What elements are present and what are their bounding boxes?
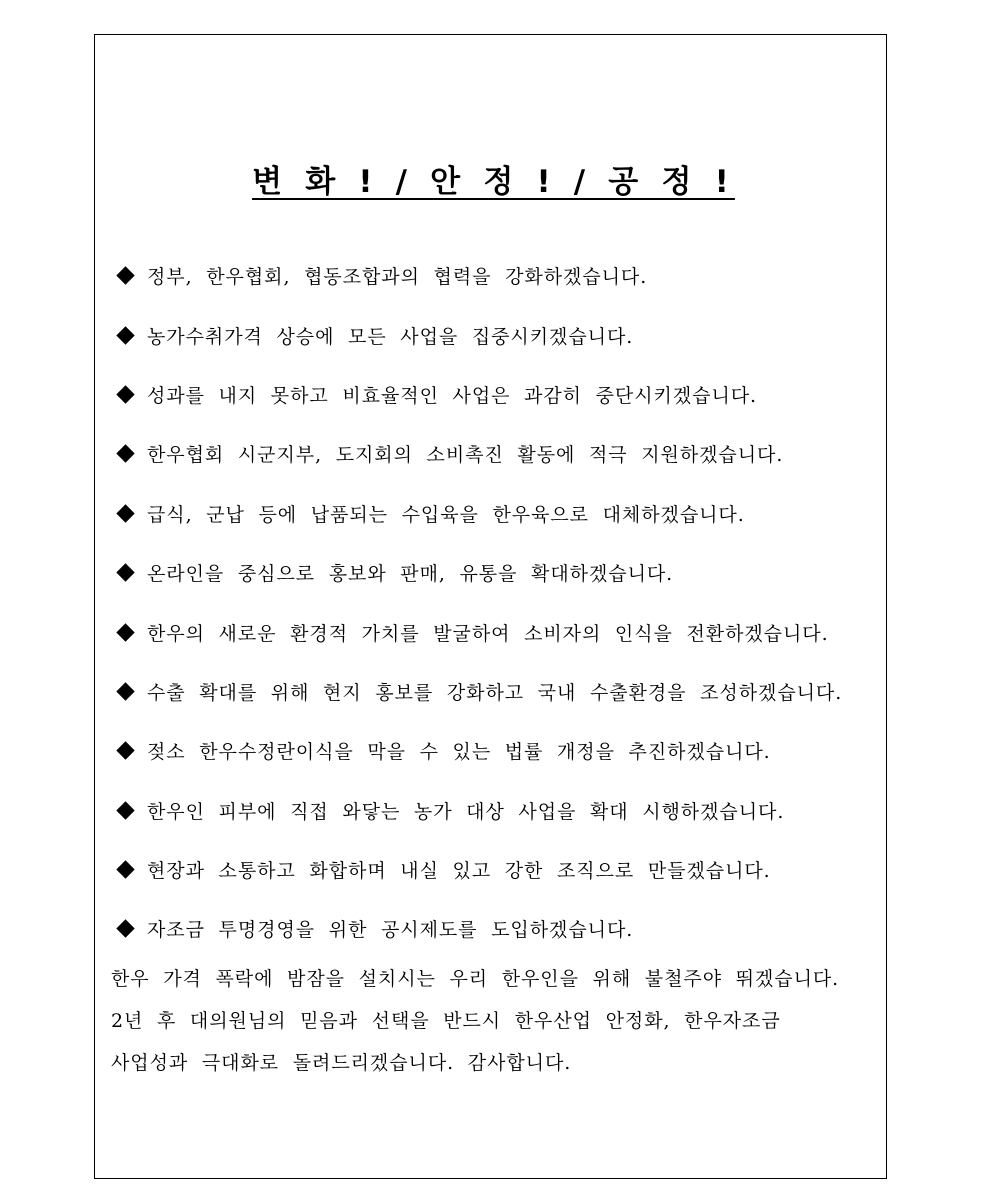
- diamond-bullet-icon: [116, 563, 134, 581]
- pledge-text: 한우의 새로운 환경적 가치를 발굴하여 소비자의 인식을 전환하겠습니다.: [147, 622, 829, 645]
- pledge-text: 정부, 한우협회, 협동조합과의 협력을 강화하겠습니다.: [147, 266, 648, 289]
- pledge-text: 농가수취가격 상승에 모든 사업을 집중시키겠습니다.: [147, 325, 634, 348]
- diamond-bullet-icon: [116, 326, 134, 344]
- pledge-text: 젖소 한우수정란이식을 막을 수 있는 법률 개정을 추진하겠습니다.: [147, 741, 771, 764]
- closing-paragraph: [111, 958, 871, 1084]
- list-item: [114, 305, 874, 364]
- pledge-text: 한우인 피부에 직접 와닿는 농가 대상 사업을 확대 시행하겠습니다.: [147, 800, 785, 823]
- list-item: [114, 424, 874, 483]
- list-item: [114, 602, 874, 661]
- list-item: [114, 365, 874, 424]
- list-item: [114, 721, 874, 780]
- diamond-bullet-icon: [116, 920, 134, 938]
- pledge-text: 자조금 투명경영을 위한 공시제도를 도입하겠습니다.: [147, 919, 634, 942]
- list-item: [114, 543, 874, 602]
- list-item: [114, 662, 874, 721]
- pledge-text: 한우협회 시군지부, 도지회의 소비촉진 활동에 적극 지원하겠습니다.: [147, 444, 784, 467]
- list-item: [114, 840, 874, 899]
- list-item: [114, 899, 874, 958]
- diamond-bullet-icon: [116, 682, 134, 700]
- closing-line: 한우 가격 폭락에 밤잠을 설치시는 우리 한우인을 위해 불철주야 뛰겠습니다.: [111, 968, 840, 990]
- diamond-bullet-icon: [116, 385, 134, 403]
- page-title: [0, 160, 987, 204]
- pledge-text: 온라인을 중심으로 홍보와 판매, 유통을 확대하겠습니다.: [147, 563, 674, 586]
- list-item: [114, 246, 874, 305]
- pledge-list: [114, 246, 874, 959]
- list-item: [114, 484, 874, 543]
- list-item: [114, 781, 874, 840]
- closing-line: 사업성과 극대화로 돌려드리겠습니다. 감사합니다.: [111, 1052, 572, 1074]
- diamond-bullet-icon: [116, 445, 134, 463]
- pledge-text: 급식, 군납 등에 납품되는 수입육을 한우육으로 대체하겠습니다.: [147, 503, 745, 526]
- diamond-bullet-icon: [116, 266, 134, 284]
- diamond-bullet-icon: [116, 742, 134, 760]
- pledge-text: 수출 확대를 위해 현지 홍보를 강화하고 국내 수출환경을 조성하겠습니다.: [147, 681, 843, 704]
- diamond-bullet-icon: [116, 801, 134, 819]
- pledge-text: 현장과 소통하고 화합하며 내실 있고 강한 조직으로 만들겠습니다.: [147, 860, 771, 883]
- pledge-text: 성과를 내지 못하고 비효율적인 사업은 과감히 중단시키겠습니다.: [147, 384, 758, 407]
- diamond-bullet-icon: [116, 860, 134, 878]
- diamond-bullet-icon: [116, 623, 134, 641]
- closing-line: 2년 후 대의원님의 믿음과 선택을 반드시 한우산업 안정화, 한우자조금: [111, 1010, 781, 1032]
- diamond-bullet-icon: [116, 504, 134, 522]
- page-title-text: 변 화 ! / 안 정 ! / 공 정 !: [252, 164, 735, 200]
